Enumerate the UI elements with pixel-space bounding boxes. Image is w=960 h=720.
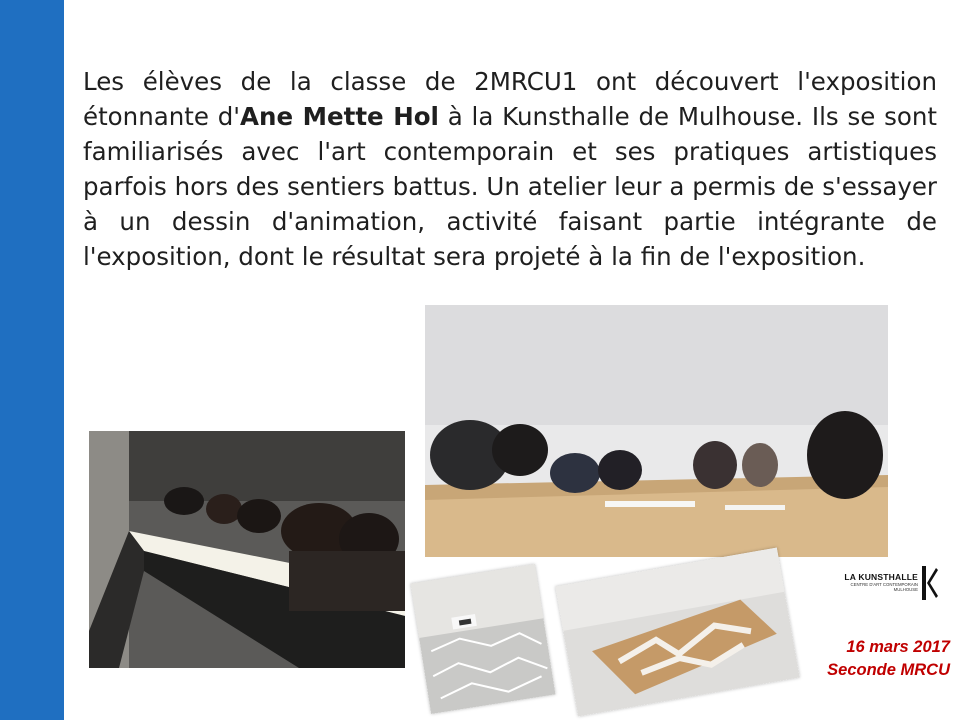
logo-name: LA KUNSTHALLE xyxy=(844,572,918,582)
cardboard-artwork-photo xyxy=(555,547,800,716)
logo-subtitle-line2: MULHOUSE xyxy=(893,587,918,592)
logo-subtitle xyxy=(838,582,918,592)
intro-paragraph xyxy=(83,64,937,274)
intro-text-before: Les élèves de la classe de 2MRCU1 ont découvert l'exposition étonnante d' xyxy=(83,67,937,131)
class-name: Seconde MRCU xyxy=(827,661,950,679)
kunsthalle-logo xyxy=(838,566,938,602)
logo-subtitle-line1: CENTRE D'ART CONTEMPORAIN xyxy=(850,582,918,587)
workshop-photo xyxy=(425,305,888,557)
light-table-photo xyxy=(89,431,405,668)
artist-name: Ane Mette Hol xyxy=(240,102,439,131)
presentation-date: 16 mars 2017 xyxy=(846,638,950,656)
left-accent-bar xyxy=(0,0,64,720)
floor-drawings-photo xyxy=(410,564,555,714)
intro-text-after: à la Kunsthalle de Mulhouse. Ils se sont familiarisés avec l'art contemporain et ses pratiques artistiques parfois hors des sentiers battus. Un atelier leur a permis de s'essayer à un dessin d'animation, activité faisant partie intégrante de l'exposition, dont le résultat sera projeté à la fin de l'exposition. xyxy=(83,102,937,271)
k-letter-logo-icon xyxy=(922,566,938,600)
